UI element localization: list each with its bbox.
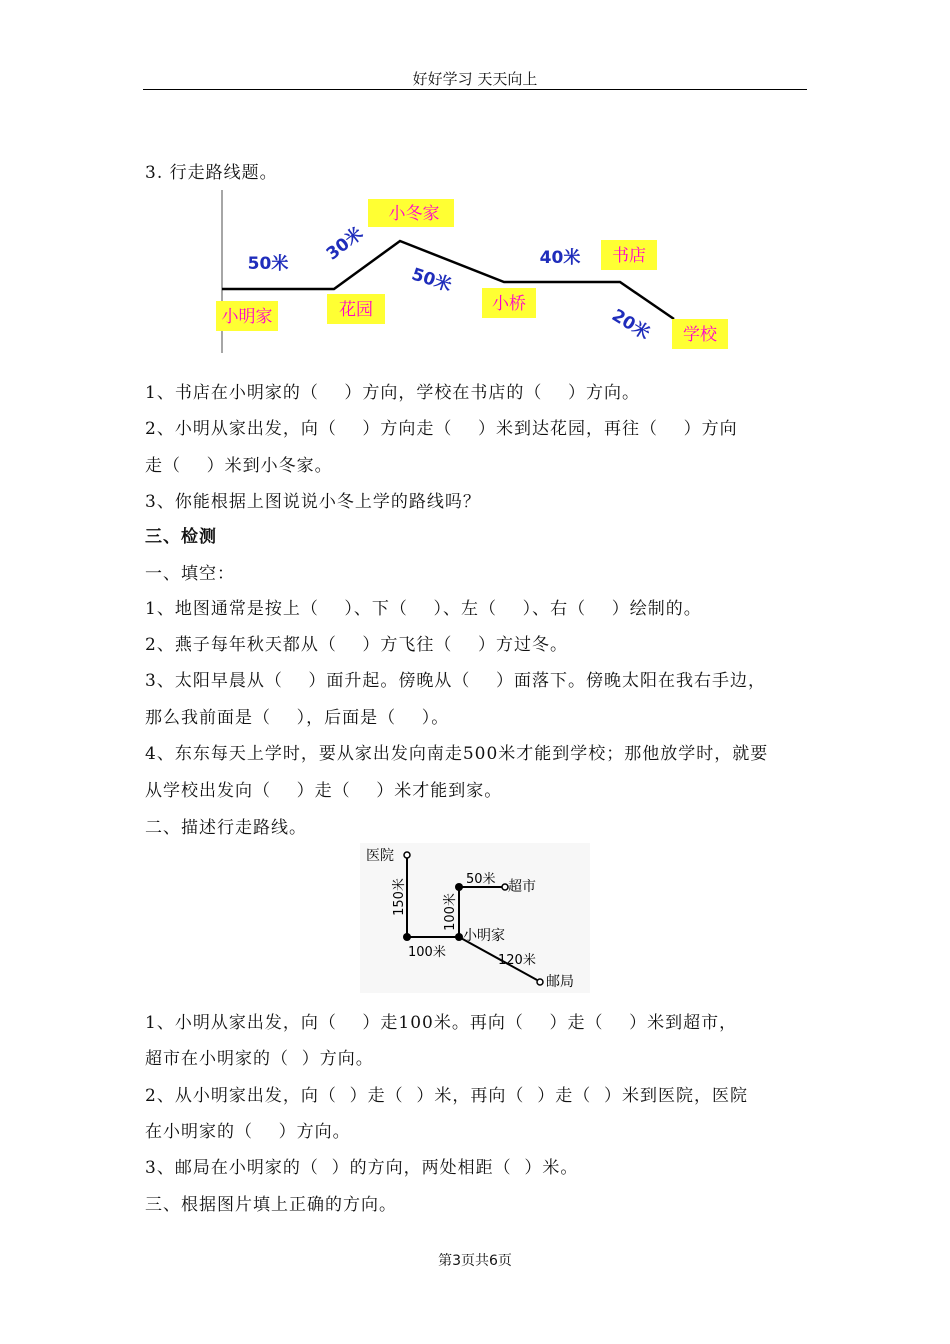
question-line: 1、小明从家出发，向（ ）走100米。再向（ ）走（ ）米到超市， — [145, 1013, 738, 1033]
section-title: 3. 行走路线题。 — [145, 163, 278, 183]
supermarket-turn-node — [455, 883, 463, 891]
question-line: 走（ ）米到小冬家。 — [145, 456, 333, 476]
distance-label-4: 40米 — [539, 248, 581, 268]
fill-line: 2、燕子每年秋天都从（ ）方飞往（ ）方过冬。 — [145, 635, 569, 655]
distance-label-2: 30米 — [322, 223, 368, 265]
page-header: 好好学习 天天向上 — [412, 70, 538, 88]
corner-node — [403, 933, 411, 941]
map2-distance-100-bottom: 100米 — [408, 945, 446, 960]
place-label-xiaoming-home: 小明家 — [221, 307, 273, 327]
question-line: 2、小明从家出发，向（ ）方向走（ ）米到达花园，再往（ ）方向 — [145, 419, 738, 439]
route-map-1 — [210, 188, 740, 358]
question-line: 2、从小明家出发，向（ ）走（ ）米，再向（ ）走（ ）米到医院，医院 — [145, 1086, 749, 1106]
place-label-garden: 花园 — [339, 300, 373, 320]
place-label-xiaodong-home: 小冬家 — [388, 204, 440, 224]
map2-distance-100-vertical: 100米 — [443, 893, 458, 931]
route-map-2 — [360, 843, 590, 993]
subsection-title: 三、根据图片填上正确的方向。 — [145, 1195, 397, 1215]
hospital-point — [404, 852, 410, 858]
subsection-title: 一、填空： — [145, 564, 235, 584]
question-line: 超市在小明家的（ ）方向。 — [145, 1049, 374, 1069]
question-line: 1、书店在小明家的（ ）方向，学校在书店的（ ）方向。 — [145, 383, 641, 403]
fill-line: 从学校出发向（ ）走（ ）米才能到家。 — [145, 781, 503, 801]
fill-line: 1、地图通常是按上（ ）、下（ ）、左（ ）、右（ ）绘制的。 — [145, 599, 702, 619]
place-label-bookstore: 书店 — [612, 246, 646, 266]
section-heading: 三、检测 — [145, 527, 217, 547]
place-label-bridge: 小桥 — [492, 294, 526, 314]
subsection-title: 二、描述行走路线。 — [145, 818, 307, 838]
distance-label-3: 50米 — [409, 264, 454, 297]
distance-label-1: 50米 — [247, 254, 289, 274]
header-rule — [143, 89, 807, 90]
map-label-post-office: 邮局 — [546, 974, 574, 990]
fill-line: 那么我前面是（ ），后面是（ ）。 — [145, 708, 450, 728]
question-line: 3、你能根据上图说说小冬上学的路线吗？ — [145, 492, 481, 512]
fill-line: 3、太阳早晨从（ ）面升起。傍晚从（ ）面落下。傍晚太阳在我右手边， — [145, 671, 767, 691]
question-line: 在小明家的（ ）方向。 — [145, 1122, 351, 1142]
map-label-hospital: 医院 — [366, 848, 394, 864]
map2-distance-50: 50米 — [466, 872, 496, 887]
question-line: 3、邮局在小明家的（ ）的方向，两处相距（ ）米。 — [145, 1158, 579, 1178]
distance-label-5: 20米 — [608, 305, 654, 345]
map-label-supermarket: 超市 — [508, 879, 536, 895]
map-label-home: 小明家 — [463, 928, 505, 944]
post-office-point — [537, 979, 543, 985]
map2-distance-150: 150米 — [392, 878, 407, 916]
place-label-school: 学校 — [683, 325, 717, 345]
fill-line: 4、东东每天上学时，要从家出发向南走500米才能到学校；那他放学时，就要 — [145, 744, 769, 764]
map2-distance-120: 120米 — [498, 953, 536, 968]
page-footer: 第3页共6页 — [438, 1253, 512, 1269]
home-node — [455, 933, 463, 941]
